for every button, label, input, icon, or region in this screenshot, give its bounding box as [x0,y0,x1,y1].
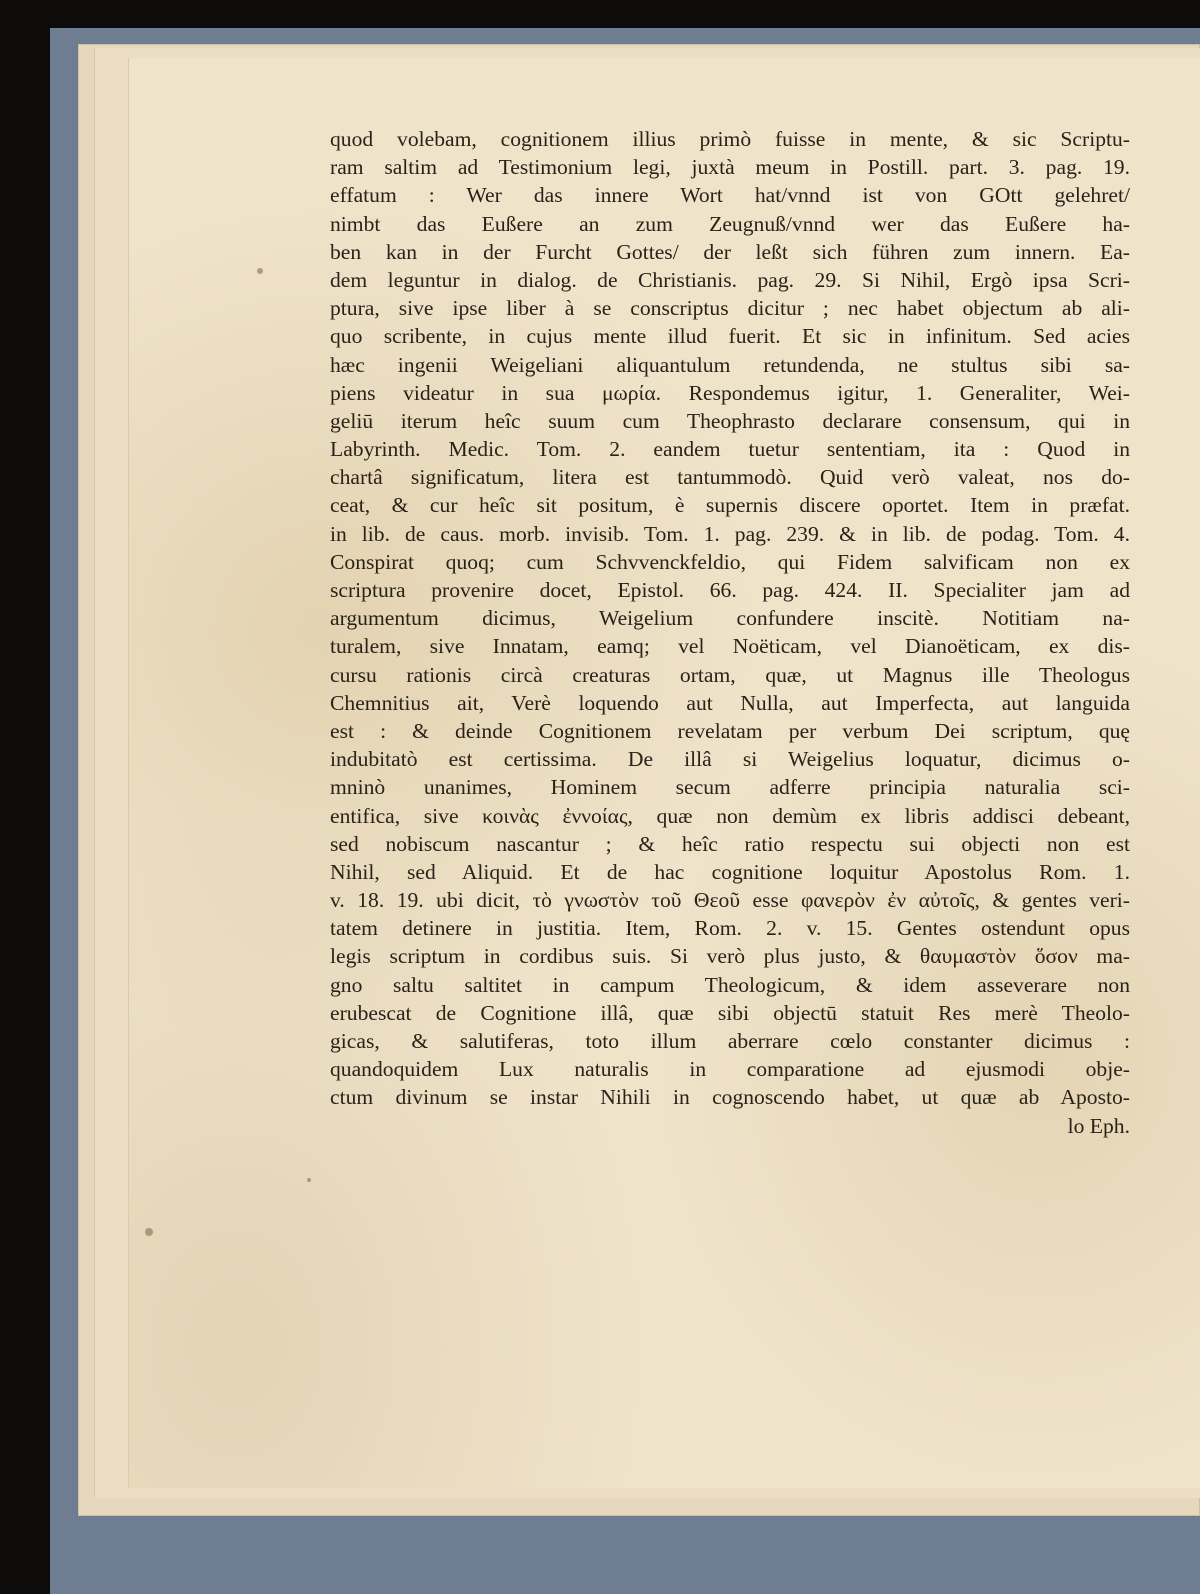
text-line: effatum : Wer das innere Wort hat/vnnd ist von GOtt gelehret/ [330,183,1130,208]
text-line: indubitatò est certissima. De illâ si Weigelius loquatur, dicimus o- [330,747,1130,772]
text-line: ben kan in der Furcht Gottes/ der leßt sich führen zum innern. Ea- [330,239,1130,264]
text-line: geliū iterum heîc suum cum Theophrasto declarare consensum, qui in [330,408,1130,433]
ink-spot [307,1178,311,1182]
text-line: dem leguntur in dialog. de Christianis. pag. 29. Si Nihil, Ergò ipsa Scri- [330,267,1130,292]
text-line: v. 18. 19. ubi dicit, τὸ γνωστὸν τοῦ Θεοῦ esse φανερὸν ἐν αὐτοῖς, & gentes veri- [330,888,1130,913]
text-line: scriptura provenire docet, Epistol. 66. pag. 424. II. Specialiter jam ad [330,578,1130,602]
text-line: quandoquidem Lux naturalis in comparatione ad ejusmodi obje- [330,1057,1130,1082]
text-line: quo scribente, in cujus mente illud fuerit. Et sic in infinitum. Sed acies [330,324,1130,349]
text-line: quod volebam, cognitionem illius primò fuisse in mente, & sic Scriptu- [330,127,1130,151]
text-line: chartâ significatum, litera est tantummodò. Quid verò valeat, nos do- [330,465,1130,490]
text-line: turalem, sive Innatam, eamq; vel Noëticam, vel Dianoëticam, ex dis- [330,634,1130,659]
ink-spot [257,268,263,274]
text-line: est : & deinde Cognitionem revelatam per verbum Dei scriptum, quę [330,718,1130,743]
text-line: legis scriptum in cordibus suis. Si verò plus justo, & θαυμαστὸν ὅσον ma- [330,944,1130,969]
body-text [330,125,1130,1140]
ink-spot [145,1228,153,1236]
text-line: Chemnitius ait, Verè loquendo aut Nulla, aut Imperfecta, aut languida [330,690,1130,715]
text-line: Conspirat quoq; cum Schvvenckfeldio, qui Fidem salvificam non ex [330,549,1130,574]
text-line: entifica, sive κοινὰς ἐννοίας, quæ non demùm ex libris addisci debeant, [330,803,1130,828]
text-line: ram saltim ad Testimonium legi, juxtà meum in Postill. part. 3. pag. 19. [330,155,1130,180]
text-line: in lib. de caus. morb. invisib. Tom. 1. pag. 239. & in lib. de podag. Tom. 4. [330,521,1130,546]
text-line: gno saltu saltitet in campum Theologicum, & idem asseverare non [330,972,1130,997]
text-line: argumentum dicimus, Weigelium confundere inscitè. Notitiam na- [330,606,1130,631]
text-line: ptura, sive ipse liber à se conscriptus dicitur ; nec habet objectum ab ali- [330,296,1130,321]
catchword: lo Eph. [1067,1113,1130,1138]
text-line: Nihil, sed Aliquid. Et de hac cognitione loquitur Apostolus Rom. 1. [330,859,1130,884]
text-line: gicas, & salutiferas, toto illum aberrare cœlo constanter dicimus : [330,1029,1130,1053]
text-line: hæc ingenii Weigeliani aliquantulum retundenda, ne stultus sibi sa- [330,352,1130,377]
text-line: erubescat de Cognitione illâ, quæ sibi objectū statuit Res merè Theolo- [330,1000,1130,1025]
text-line: Labyrinth. Medic. Tom. 2. eandem tuetur sententiam, ita : Quod in [330,437,1130,462]
text-line: cursu rationis circà creaturas ortam, quæ, ut Magnus ille Theologus [330,662,1130,687]
text-line: sed nobiscum nascantur ; & heîc ratio respectu sui objecti non est [330,831,1130,856]
text-line: piens videatur in sua μωρία. Respondemus igitur, 1. Generaliter, Wei- [330,380,1130,405]
text-line: nimbt das Eußere an zum Zeugnuß/vnnd wer das Eußere ha- [330,211,1130,236]
text-line: tatem detinere in justitia. Item, Rom. 2. v. 15. Gentes ostendunt opus [330,916,1130,941]
text-line: ctum divinum se instar Nihili in cognoscendo habet, ut quæ ab Aposto- [330,1085,1130,1110]
text-line: mninò unanimes, Hominem secum adferre principia naturalia sci- [330,775,1130,800]
text-line: ceat, & cur heîc sit positum, è supernis discere oportet. Item in præfat. [330,493,1130,518]
